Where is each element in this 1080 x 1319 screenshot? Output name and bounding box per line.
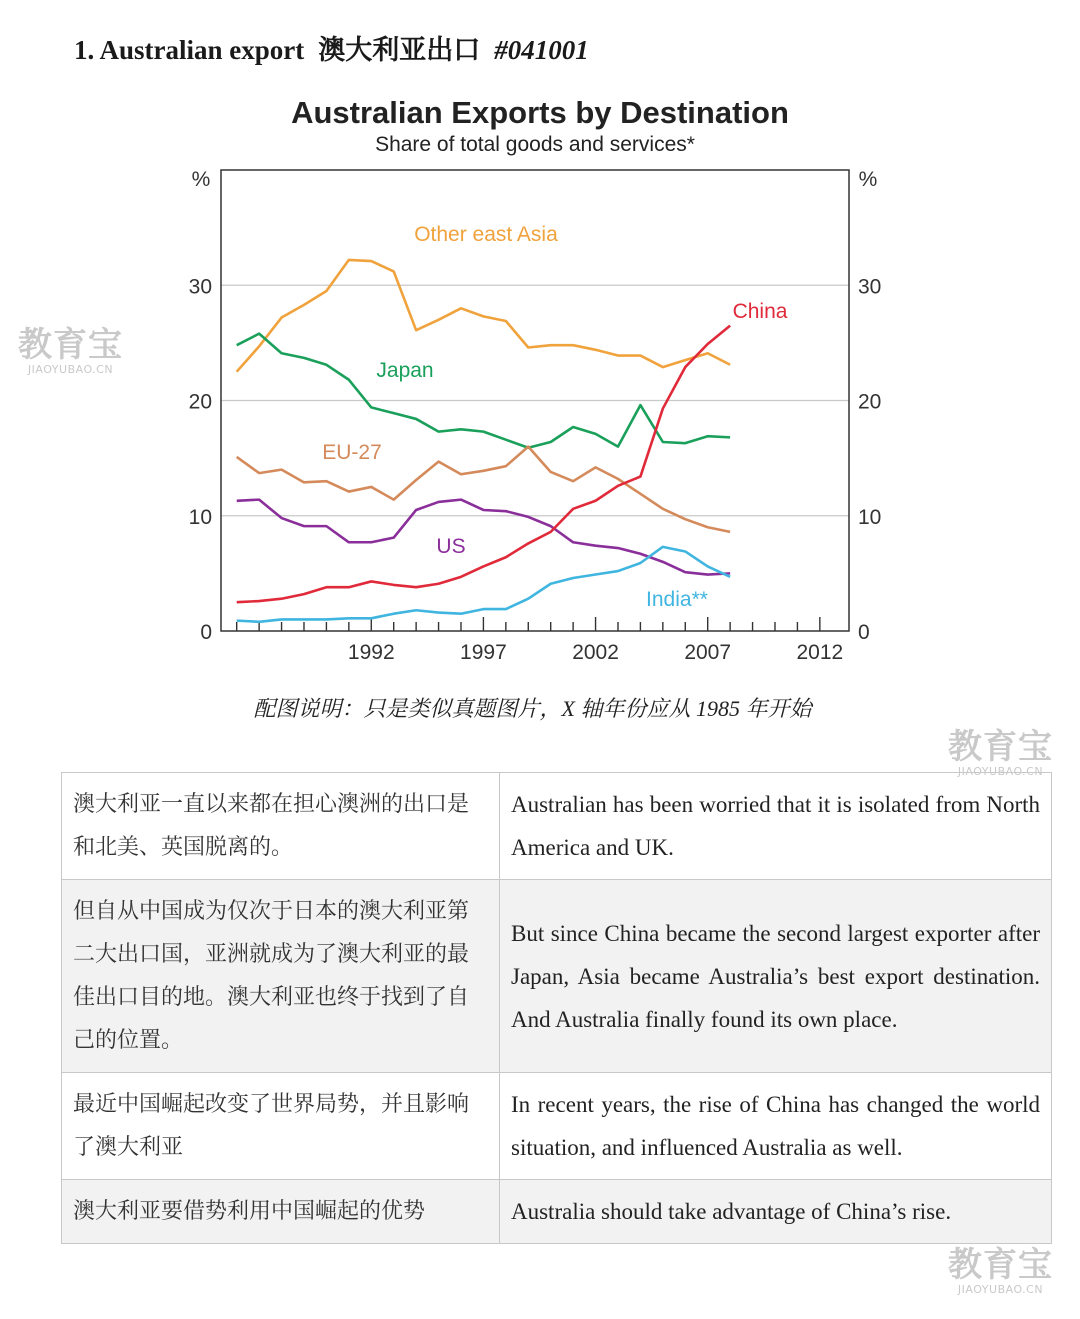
- chart-subtitle: Share of total goods and services*: [375, 133, 695, 156]
- heading-chinese-title: 澳大利亚出口: [318, 35, 481, 65]
- chinese-cell: 澳大利亚要借势利用中国崛起的优势: [62, 1180, 500, 1244]
- table-row: [62, 880, 1052, 1073]
- x-tick-label: 2012: [796, 641, 844, 664]
- label-china: China: [732, 300, 788, 323]
- x-tick-label: 1997: [460, 641, 507, 664]
- english-cell: Australian has been worried that it is isolated from North America and UK.: [500, 773, 1052, 880]
- english-cell: But since China became the second largest exporter after Japan, Asia became Australia’s best export destination. And Australia finally found its own place.: [500, 880, 1052, 1073]
- label-japan: Japan: [376, 359, 434, 382]
- label-other-east-asia: Other east Asia: [414, 223, 558, 246]
- table-row: [62, 1180, 1052, 1244]
- table-row: [62, 773, 1052, 880]
- series-line-us: [237, 500, 730, 575]
- table-row: [62, 1073, 1052, 1180]
- exports-line-chart: [0, 160, 1080, 680]
- watermark: 教育宝 JIAOYUBAO.CN: [18, 325, 123, 376]
- chinese-cell: 但自从中国成为仅次于日本的澳大利亚第二大出口国，亚洲就成为了澳大利亚的最佳出口目的地。澳大利亚也终于找到了自己的位置。: [62, 880, 500, 1073]
- label-us: US: [436, 535, 466, 558]
- x-tick-label: 2002: [572, 641, 619, 664]
- y-axis-unit-right: %: [858, 168, 878, 191]
- translation-table: [61, 772, 1052, 1244]
- x-tick-label: 2007: [684, 641, 732, 664]
- english-cell: Australia should take advantage of China’s rise.: [500, 1180, 1052, 1244]
- english-cell: In recent years, the rise of China has changed the world situation, and influenced Australia as well.: [500, 1073, 1052, 1180]
- heading-code: #041001: [494, 35, 589, 65]
- x-tick-label: 1992: [347, 641, 395, 664]
- label-eu27: EU-27: [322, 441, 382, 464]
- y-tick-label: 10: [858, 505, 882, 529]
- series-line-eu-27: [237, 447, 730, 532]
- x-axis-ticks: [237, 617, 844, 664]
- watermark: 教育宝 JIAOYUBAO.CN: [948, 727, 1053, 778]
- y-tick-label: 0: [858, 621, 870, 644]
- series-lines: [237, 260, 730, 622]
- y-tick-label: 20: [858, 390, 882, 414]
- label-india: India**: [646, 588, 708, 611]
- y-tick-label: 30: [858, 275, 882, 299]
- series-line-other-east-asia: [237, 260, 730, 372]
- chinese-cell: 澳大利亚一直以来都在担心澳洲的出口是和北美、英国脱离的。: [62, 773, 500, 880]
- y-tick-label: 20: [188, 390, 212, 414]
- watermark: 教育宝 JIAOYUBAO.CN: [948, 1245, 1053, 1296]
- chinese-cell: 最近中国崛起改变了世界局势，并且影响了澳大利亚: [62, 1073, 500, 1180]
- question-heading: [74, 28, 589, 67]
- figure-caption: 配图说明：只是类似真题图片，X 轴年份应从 1985 年开始: [253, 696, 812, 721]
- heading-title: 1. Australian export: [74, 35, 305, 65]
- y-tick-label: 10: [188, 505, 212, 529]
- y-tick-label: 0: [200, 621, 212, 644]
- y-tick-label: 30: [188, 275, 212, 299]
- y-axis-unit-left: %: [191, 168, 211, 191]
- chart-title: Australian Exports by Destination: [291, 95, 789, 130]
- y-axis-ticks: [189, 275, 882, 644]
